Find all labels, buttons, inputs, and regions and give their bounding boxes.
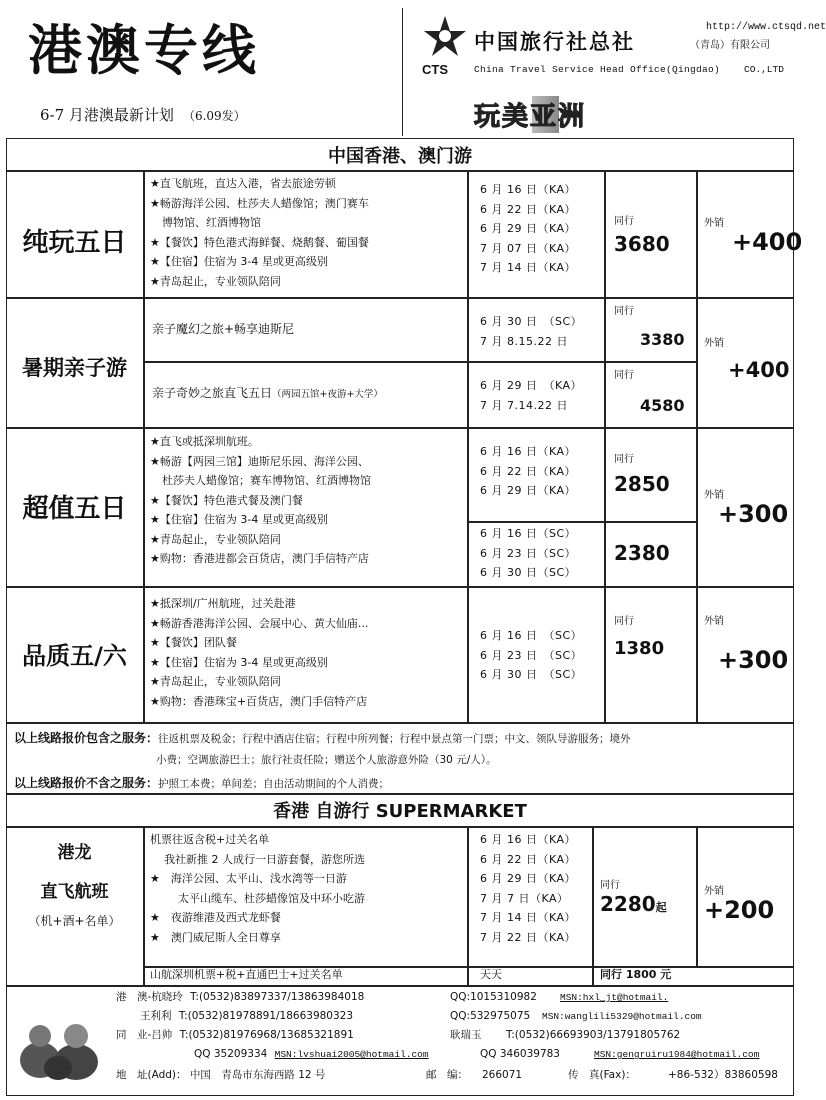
date-item: 6 月 23 日（SC） [480, 546, 577, 560]
date-item: 6 月 30 日 （SC） [480, 668, 583, 681]
feature-line: ★ 澳门威尼斯人全日尊享 [150, 930, 281, 944]
free-name-3: （机+酒+名单） [28, 914, 121, 928]
date-item: 7 月 22 日（KA） [480, 930, 577, 944]
departure-dates [480, 524, 602, 583]
edition-text: （6.09发） [188, 109, 246, 123]
feature-line: 机票往返含税+过关名单 [150, 833, 270, 846]
sub-title-text: 亲子奇妙之旅直飞五日 [152, 386, 273, 400]
sale-label: 外销 [704, 338, 724, 349]
date-item: 6 月 16 日（SC） [480, 527, 577, 540]
feature-line: 太平山缆车、杜莎蜡像馆及中环小吃游 [178, 891, 365, 905]
feature-line: ★购物：香港珠宝+百货店，澳门手信特产店 [150, 694, 368, 708]
excluded-label: 以上线路报价不含之服务： [14, 776, 159, 790]
divider [6, 297, 794, 299]
sale-label: 外销 [704, 218, 724, 229]
included-label: 以上线路报价包含之服务： [14, 731, 159, 745]
contact-qq: QQ:532975075 [450, 1010, 531, 1022]
section-title-hk-macau: 中国香港、澳门游 [328, 146, 472, 167]
feature-line: 我社新推 2 人成行一日游套餐，游您所选 [164, 852, 365, 866]
date-item: 7 月 7.14.22 日 [480, 398, 568, 412]
free-name-2: 直飞航班 [40, 882, 109, 902]
product-name-text: 品质五/六 [22, 642, 127, 670]
contact-msn[interactable]: MSN:hxl_jt@hotmail. [560, 992, 669, 1003]
col-divider [696, 826, 698, 966]
sale-label: 外销 [704, 490, 724, 501]
sub-product-title [152, 384, 383, 405]
date-item: 6 月 16 日（KA） [480, 833, 577, 846]
feature-line: ★青岛起止，专业领队陪同 [150, 532, 281, 546]
date-item: 6 月 22 日（KA） [480, 202, 577, 216]
date-item: 6 月 29 日 （KA） [480, 379, 583, 392]
col-divider [592, 826, 594, 985]
product-features [150, 174, 466, 291]
divider [6, 985, 794, 987]
col-divider [143, 170, 145, 722]
subtitle-text: 6-7 月港澳最新计划 [40, 106, 174, 124]
feature-line: ★畅游【两园三馆】迪斯尼乐园、海洋公园、 [150, 454, 369, 468]
contact-msn-2[interactable]: MSN:gengruiru1984@hotmail.com [594, 1049, 760, 1060]
peer-price: 2850 [614, 472, 670, 496]
date-item: 7 月 07 日（KA） [480, 241, 577, 255]
contact-phone: T:(0532)83897337/13863984018 [190, 991, 365, 1003]
free-features [150, 830, 466, 947]
col-divider [604, 170, 606, 722]
feature-line: ★青岛起止，专业领队陪同 [150, 274, 281, 288]
product-features [150, 594, 466, 711]
peer-label: 同行 [614, 306, 634, 317]
sub-title-note: （两园五馆+夜游+大学） [272, 389, 383, 400]
contact-name: 同 业-吕帅 [116, 1029, 173, 1041]
date-item: 7 月 7 日（KA） [480, 891, 569, 905]
date-item: 6 月 16 日 （SC） [480, 629, 583, 642]
peer-price: 4580 [640, 396, 685, 415]
postcode-value: 266071 [482, 1069, 523, 1081]
cts-logo-text: CTS [422, 62, 448, 77]
feature-line: ★畅游海洋公园、杜莎夫人蜡像馆；澳门赛车 [150, 196, 369, 210]
section-title-free-travel: 香港 自游行 SUPERMARKET [273, 801, 527, 822]
product-name: 暑期亲子游 [22, 356, 127, 380]
company-co: CO.,LTD [744, 64, 784, 75]
divider [6, 826, 794, 828]
departure-dates [480, 442, 602, 501]
date-item: 7 月 14 日（KA） [480, 261, 577, 274]
page-subtitle [40, 104, 246, 125]
col-divider [467, 170, 469, 722]
sale-price: +400 [728, 358, 790, 382]
date-item: 6 月 16 日（KA） [480, 183, 577, 196]
feature-line: ★ 海洋公园、太平山、浅水湾等一日游 [150, 872, 347, 885]
peer-label: 同行 [614, 216, 634, 227]
sale-price: +300 [718, 500, 789, 528]
departure-dates [480, 376, 602, 415]
peer-label: 同行 [614, 616, 634, 627]
contact-row [116, 1026, 796, 1045]
feature-line: ★抵深圳/广州航班，过关赴港 [150, 597, 296, 610]
company-name-cn: 中国旅行社总社 [474, 29, 635, 54]
contact-qq: QQ 35209334 [194, 1048, 268, 1060]
divider [467, 521, 696, 523]
contact-phone-2: T:(0532)66693903/13791805762 [506, 1029, 681, 1041]
date-item: 6 月 29 日（KA） [480, 222, 577, 235]
peer-price: 2380 [614, 541, 670, 565]
excluded-text: 护照工本费；单间差；自由活动期间的个人消费； [158, 778, 390, 790]
fax-value: +86-532）83860598 [668, 1069, 778, 1081]
sub-product-title: 亲子魔幻之旅+畅享迪斯尼 [152, 322, 295, 336]
company-name-en: China Travel Service Head Office(Qingdao) [474, 64, 721, 75]
feature-line: ★购物：香港进都会百货店，澳门手信特产店 [150, 552, 369, 565]
extra-price: 同行 1800 元 [600, 968, 672, 981]
address-label: 地 址(Add)： [116, 1069, 187, 1081]
col-divider [467, 826, 469, 985]
contact-row [116, 988, 796, 1007]
contact-phone: T:(0532)81978891/18663980323 [178, 1010, 354, 1022]
product-name [6, 636, 143, 671]
departure-dates [480, 180, 602, 278]
contact-msn[interactable]: MSN:lvshuai2005@hotmail.com [274, 1049, 429, 1060]
free-name-1: 港龙 [57, 843, 92, 863]
departure-dates [480, 626, 602, 685]
product-features [150, 432, 466, 569]
feature-line: 博物馆、红酒博物馆 [162, 216, 261, 229]
col-divider [143, 826, 145, 985]
feature-line: ★ 夜游维港及西式龙虾餐 [150, 911, 281, 924]
departure-dates [480, 312, 602, 351]
peer-price: 1380 [614, 638, 665, 659]
feature-line: ★【餐饮】特色港式餐及澳门餐 [150, 493, 303, 507]
date-item: 6 月 30 日 （SC） [480, 315, 583, 328]
contact-msn[interactable]: MSN:wanglili5329@hotmail.com [542, 1011, 702, 1022]
page-title: 港澳专线 [28, 18, 260, 82]
peer-price: 3680 [614, 232, 670, 256]
date-item: 6 月 22 日（KA） [480, 464, 577, 478]
date-item: 6 月 29 日（KA） [480, 872, 577, 885]
company-suffix: （青岛）有限公司 [690, 40, 770, 51]
company-url[interactable]: http://www.ctsqd.net [706, 22, 826, 33]
slogan-banner: 玩美亚洲 [474, 96, 586, 133]
feature-line: ★直飞或抵深圳航班。 [150, 435, 259, 448]
fax-label: 传 真(Fax)： [568, 1069, 636, 1081]
feature-line: 杜莎夫人蜡像馆；赛车博物馆、红酒博物馆 [162, 474, 371, 487]
peer-label: 同行 [614, 370, 634, 381]
date-item: 7 月 14 日（KA） [480, 911, 577, 924]
date-item: 6 月 30 日（SC） [480, 566, 577, 579]
date-item: 6 月 29 日（KA） [480, 484, 577, 497]
peer-label: 同行 [600, 880, 620, 891]
extra-line: 山航深圳机票+税+直通巴士+过关名单 [150, 968, 343, 981]
feature-line: ★畅游香港海洋公园、会展中心、黄大仙庙... [150, 616, 369, 630]
contact-qq-2: QQ 346039783 [480, 1048, 560, 1060]
feature-line: ★【住宿】住宿为 3-4 星或更高级别 [150, 513, 328, 526]
contact-name: 港 澳-杭晓玲 [116, 991, 183, 1003]
divider [6, 586, 794, 588]
feature-line: ★【餐饮】团队餐 [150, 636, 237, 649]
address-row [116, 1066, 796, 1085]
included-text: 往返机票及税金；行程中酒店住宿；行程中所列餐；行程中景点第一门票；中文、领队导游服务；境外 [158, 733, 631, 745]
divider [6, 170, 794, 172]
sale-price: +300 [718, 646, 789, 674]
feature-line: ★【餐饮】特色港式海鲜餐、烧鹅餐、葡国餐 [150, 235, 369, 249]
divider [6, 793, 794, 795]
date-item: 7 月 8.15.22 日 [480, 334, 568, 348]
feature-line: ★【住宿】住宿为 3-4 星或更高级别 [150, 255, 328, 268]
contact-row [116, 1045, 796, 1064]
peer-price [600, 892, 667, 916]
sale-label: 外销 [704, 886, 724, 897]
sale-label: 外销 [704, 616, 724, 627]
col-divider [696, 170, 698, 722]
feature-line: ★直飞航班，直达入港，省去旅途劳顿 [150, 177, 336, 190]
peer-price-value: 2280 [600, 892, 656, 916]
date-item: 6 月 16 日（KA） [480, 445, 577, 458]
free-product-name [6, 838, 143, 929]
contact-row [116, 1007, 796, 1026]
date-item: 6 月 23 日 （SC） [480, 648, 583, 662]
sale-price: +200 [704, 896, 775, 924]
postcode-label: 邮 编： [426, 1069, 468, 1081]
feature-line: ★【住宿】住宿为 3-4 星或更高级别 [150, 655, 328, 669]
divider [6, 427, 794, 429]
divider [143, 361, 696, 363]
excluded-line [14, 773, 790, 795]
included-line-1 [14, 728, 790, 750]
product-name: 超值五日 [22, 494, 127, 524]
contact-name: 王利利 [140, 1010, 172, 1022]
included-services [14, 728, 790, 795]
contact-qq: QQ:1015310982 [450, 991, 537, 1003]
peer-label: 同行 [614, 454, 634, 465]
staff-avatar-icon [16, 1010, 102, 1080]
extra-date: 天天 [480, 968, 502, 981]
included-line-2: 小费；空调旅游巴士；旅行社责任险；赠送个人旅游意外险（30 元/人）。 [156, 754, 497, 766]
feature-line: ★青岛起止，专业领队陪同 [150, 675, 281, 688]
product-name: 纯玩五日 [22, 228, 127, 258]
divider [6, 722, 794, 724]
peer-price: 3380 [640, 330, 685, 349]
contact-phone: T:(0532)81976968/13685321891 [179, 1029, 354, 1041]
peer-price-unit: 起 [655, 901, 667, 914]
sale-price: +400 [732, 228, 803, 256]
departure-dates [480, 830, 592, 947]
cts-star-icon [422, 14, 468, 58]
address-value: 中国 青岛市东海西路 12 号 [189, 1069, 326, 1081]
date-item: 6 月 22 日（KA） [480, 852, 577, 866]
contact-name-2: 耿瑞玉 [450, 1029, 482, 1041]
